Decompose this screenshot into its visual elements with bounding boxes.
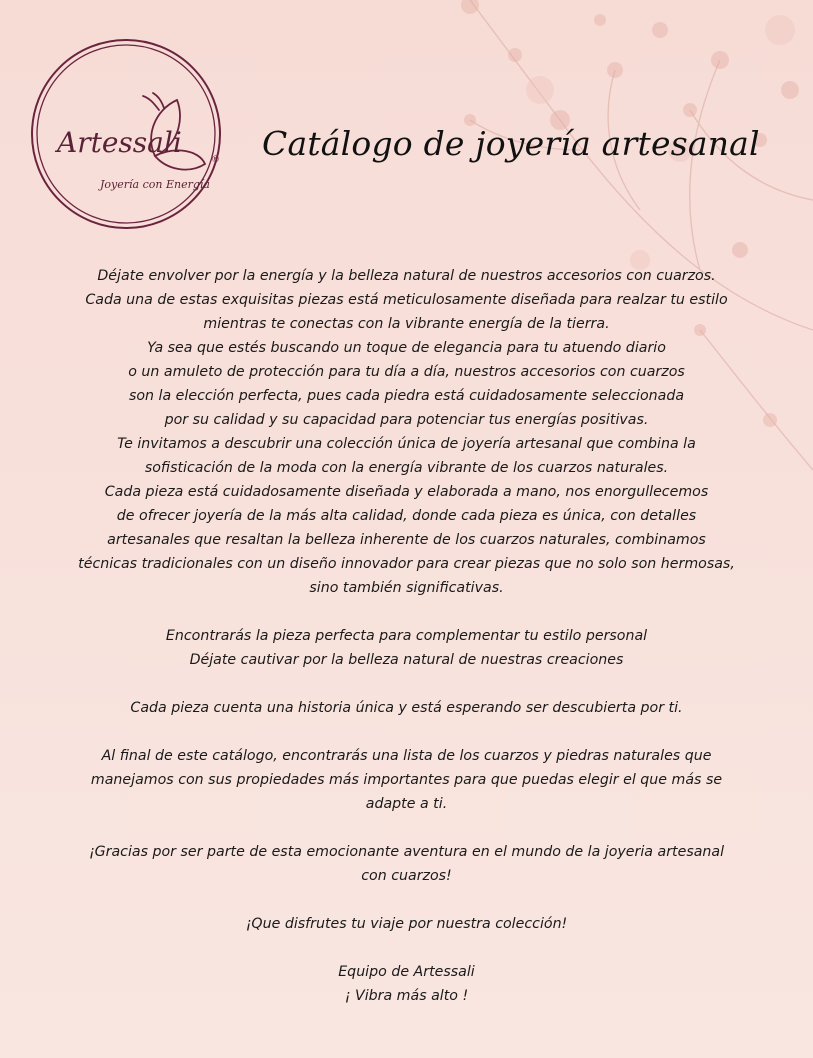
logo-registered-mark: ® xyxy=(211,155,220,165)
paragraph-gap xyxy=(0,672,813,696)
highlight-line: Encontrarás la pieza perfecta para complementar tu estilo personal xyxy=(165,628,648,644)
thanks-line: ¡Gracias por ser parte de esta emocionante aventura en el mundo de la joyeria artesanal xyxy=(88,844,725,860)
artessali-logo xyxy=(27,28,225,240)
intro-line: sofisticación de la moda con la energía vibrante de los cuarzos naturales. xyxy=(144,460,669,476)
guide-line: Al final de este catálogo, encontrarás una lista de los cuarzos y piedras naturales que xyxy=(101,748,712,764)
enjoy-line: ¡Que disfrutes tu viaje por nuestra colección! xyxy=(245,916,568,932)
intro-line: por su calidad y su capacidad para potenciar tus energías positivas. xyxy=(164,412,649,428)
intro-line: mientras te conectas con la vibrante energía de la tierra. xyxy=(203,316,610,332)
intro-line: Te invitamos a descubrir una colección única de joyería artesanal que combina la xyxy=(117,436,696,452)
catalog-body xyxy=(0,264,813,1008)
guide-line: manejamos con sus propiedades más importantes para que puedas elegir el que más se xyxy=(90,772,723,788)
intro-line: técnicas tradicionales con un diseño innovador para crear piezas que no solo son hermosas, xyxy=(78,556,735,572)
paragraph-gap xyxy=(0,816,813,840)
logo-tagline: Joyería con Energía xyxy=(100,178,210,191)
paragraph-gap xyxy=(0,888,813,912)
intro-line: son la elección perfecta, pues cada piedra está cuidadosamente seleccionada xyxy=(128,388,685,404)
paragraph-gap xyxy=(0,600,813,624)
signature-motto: ¡ Vibra más alto ! xyxy=(344,988,469,1004)
intro-line: Cada una de estas exquisitas piezas está meticulosamente diseñada para realzar tu estilo xyxy=(85,292,728,308)
signature-team: Equipo de Artessali xyxy=(338,964,475,980)
intro-line: Ya sea que estés buscando un toque de elegancia para tu atuendo diario xyxy=(147,340,666,356)
catalog-title: Catálogo de joyería artesanal xyxy=(262,124,760,163)
guide-line: adapte a ti. xyxy=(365,796,448,812)
intro-line: de ofrecer joyería de la más alta calidad, donde cada pieza es única, con detalles xyxy=(116,508,697,524)
story-line: Cada pieza cuenta una historia única y está esperando ser descubierta por ti. xyxy=(130,700,683,716)
paragraph-gap xyxy=(0,720,813,744)
intro-line: o un amuleto de protección para tu día a día, nuestros accesorios con cuarzos xyxy=(128,364,685,380)
intro-line: artesanales que resaltan la belleza inherente de los cuarzos naturales, combinamos xyxy=(107,532,706,548)
intro-line: Cada pieza está cuidadosamente diseñada y elaborada a mano, nos enorgullecemos xyxy=(104,484,709,500)
intro-line: Déjate envolver por la energía y la belleza natural de nuestros accesorios con cuarzos. xyxy=(97,268,716,284)
highlight-line: Déjate cautivar por la belleza natural de nuestras creaciones xyxy=(189,652,624,668)
logo-brand: Artessali xyxy=(57,126,182,159)
intro-line: sino también significativas. xyxy=(309,580,504,596)
paragraph-gap xyxy=(0,936,813,960)
thanks-line: con cuarzos! xyxy=(361,868,452,884)
